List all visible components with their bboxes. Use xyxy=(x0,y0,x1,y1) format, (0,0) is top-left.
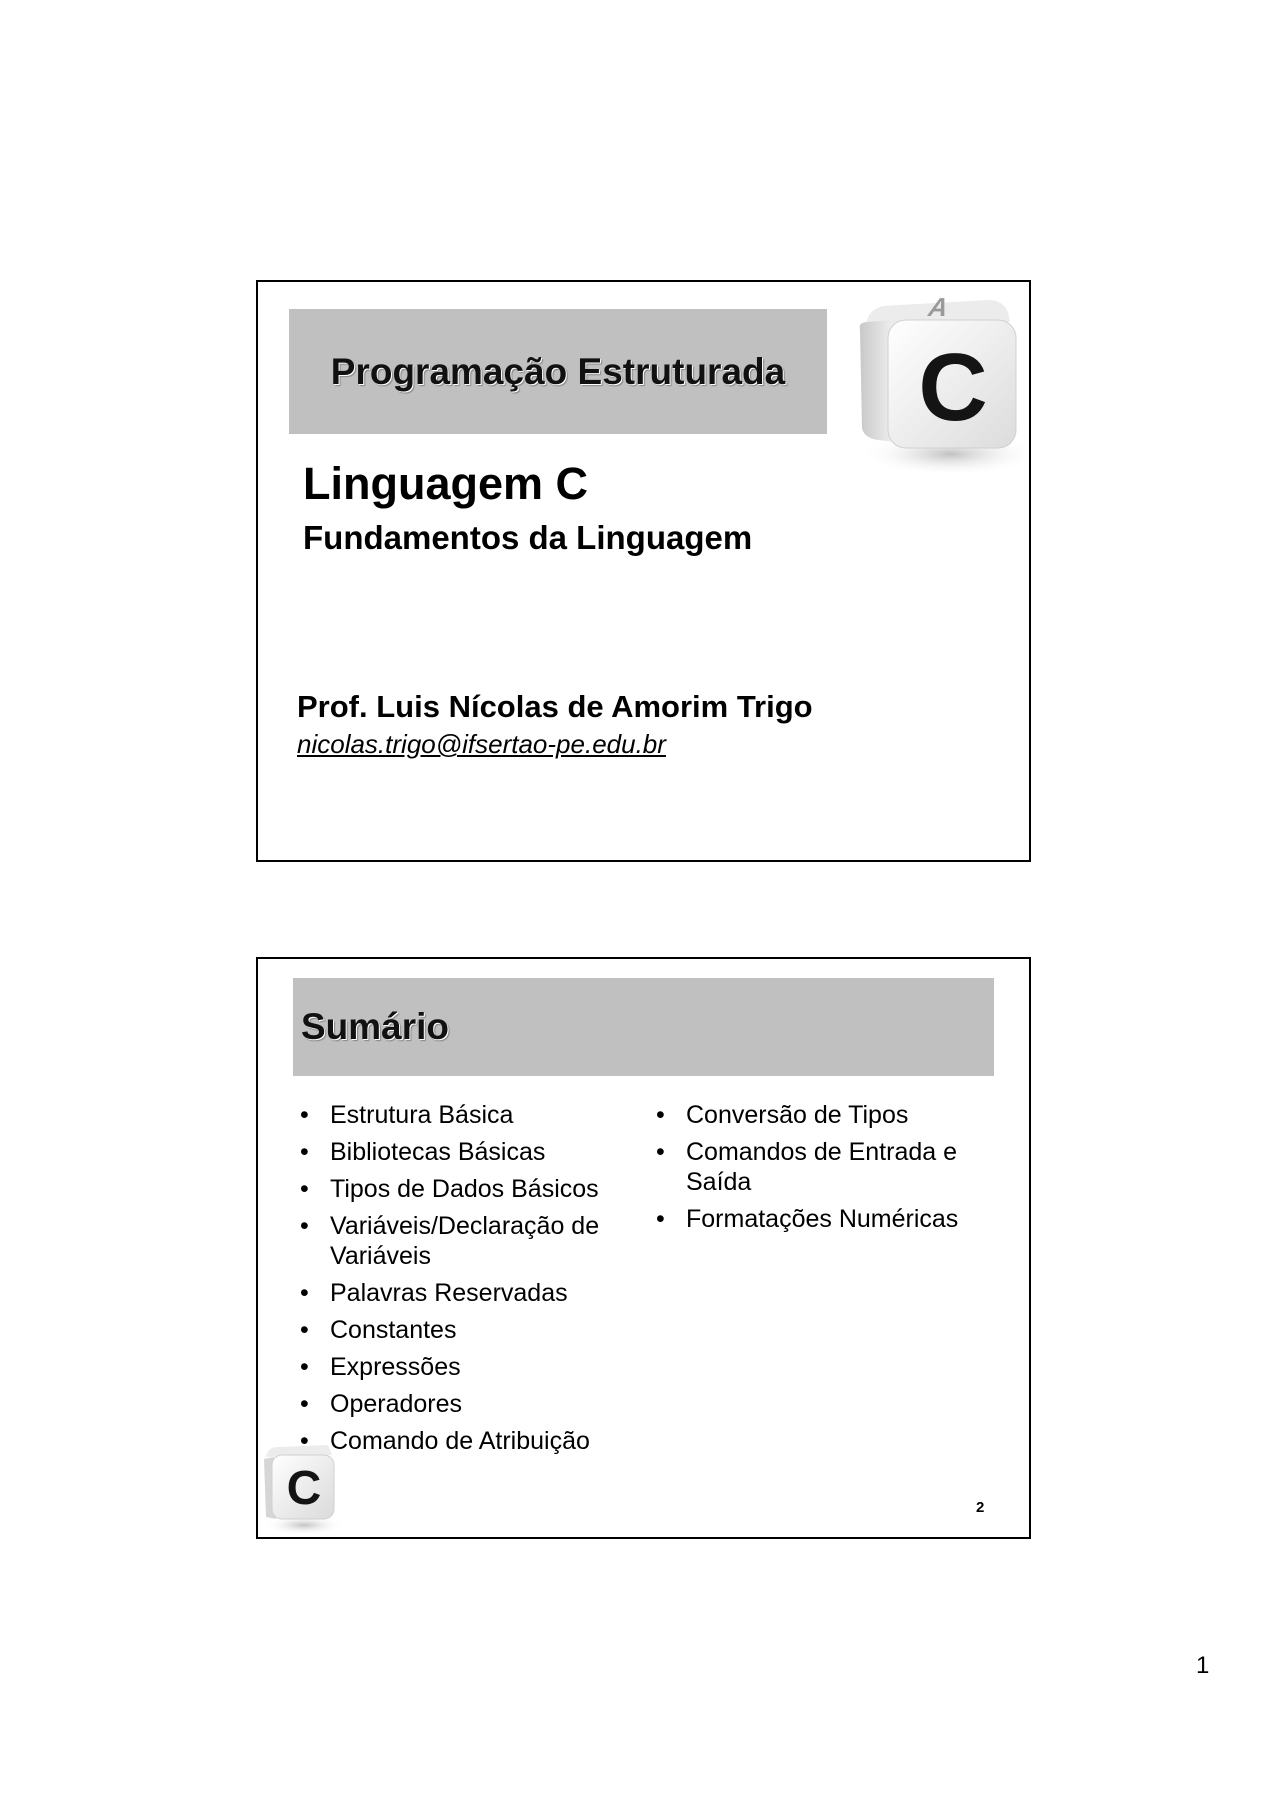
slide-header-title: Sumário xyxy=(301,1006,450,1047)
slide-subtitle-text: Fundamentos da Linguagem xyxy=(303,519,753,556)
list-item: • Palavras Reservadas xyxy=(294,1278,624,1308)
list-item: • Estrutura Básica xyxy=(294,1100,624,1130)
list-item: • Constantes xyxy=(294,1315,624,1345)
slide-header-bar xyxy=(293,978,994,1076)
slide-summary xyxy=(256,957,1031,1539)
list-item: • Expressões xyxy=(294,1352,624,1382)
slide-number: 2 xyxy=(976,1499,985,1516)
slide-header-bar xyxy=(289,309,827,434)
list-item: • Conversão de Tipos xyxy=(650,1100,990,1130)
list-item: • Formatações Numéricas xyxy=(650,1204,990,1234)
list-item: • Bibliotecas Básicas xyxy=(294,1137,624,1167)
slide-title-text: Linguagem C xyxy=(303,458,589,509)
author-email-link[interactable]: nicolas.trigo@ifsertao-pe.edu.br xyxy=(297,729,666,759)
c-cube-small-logo xyxy=(258,1437,350,1537)
slide-title xyxy=(256,280,1031,862)
list-item: • Operadores xyxy=(294,1389,624,1419)
page-number: 1 xyxy=(1196,1652,1210,1679)
list-item: • Comandos de Entrada e Saída xyxy=(650,1137,990,1197)
cube-letter: C xyxy=(918,334,988,441)
cube-letter: C xyxy=(286,1462,322,1515)
cube-top-letter: A xyxy=(924,292,954,322)
c-cube-logo xyxy=(838,282,1031,482)
summary-list-left xyxy=(294,1100,624,1463)
list-item: • Variáveis/Declaração de Variáveis xyxy=(294,1211,624,1271)
list-item: • Tipos de Dados Básicos xyxy=(294,1174,624,1204)
summary-list-right xyxy=(650,1100,990,1241)
list-item: • Comando de Atribuição xyxy=(294,1426,624,1456)
author-name: Prof. Luis Nícolas de Amorim Trigo xyxy=(297,689,813,724)
slide-header-title: Programação Estruturada xyxy=(330,350,786,392)
